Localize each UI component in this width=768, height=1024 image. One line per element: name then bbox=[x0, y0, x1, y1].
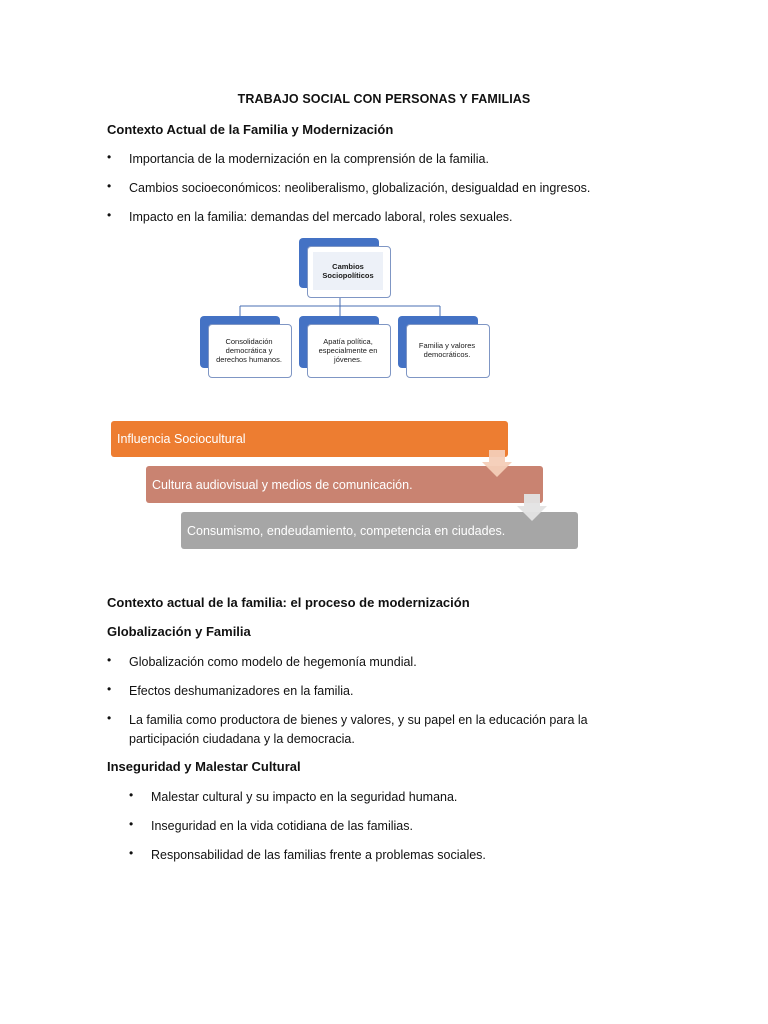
bullet-glyph: • bbox=[107, 711, 112, 725]
document-title: TRABAJO SOCIAL CON PERSONAS Y FAMILIAS bbox=[237, 92, 531, 106]
org-chart bbox=[195, 236, 495, 381]
process-step-2: Cultura audiovisual y medios de comunicación. bbox=[146, 466, 543, 503]
bullet-text: Cambios socioeconómicos: neoliberalismo, globalización, desigualdad en ingresos. bbox=[129, 181, 591, 195]
process-step-3: Consumismo, endeudamiento, competencia en ciudades. bbox=[181, 512, 578, 549]
section2-heading: Contexto actual de la familia: el proceso de modernización bbox=[107, 595, 470, 610]
bullet-text: Impacto en la familia: demandas del mercado laboral, roles sexuales. bbox=[129, 210, 513, 224]
down-arrow-icon bbox=[517, 494, 547, 522]
bullet-text: Globalización como modelo de hegemonía mundial. bbox=[129, 655, 417, 669]
bullet-text: Malestar cultural y su impacto en la seguridad humana. bbox=[151, 790, 458, 804]
bullet-glyph: • bbox=[107, 179, 112, 193]
bullet-glyph: • bbox=[129, 817, 134, 831]
section2-subheading: Globalización y Familia bbox=[107, 624, 251, 639]
org-child3-label: Familia y valores democráticos. bbox=[418, 341, 476, 359]
section1-heading: Contexto Actual de la Familia y Modernización bbox=[107, 122, 394, 137]
bullet-text: La familia como productora de bienes y valores, y su papel en la educación para la participación ciudadana y la democracia. bbox=[129, 713, 588, 746]
bullet-glyph: • bbox=[107, 653, 112, 667]
bullet-text: Importancia de la modernización en la comprensión de la familia. bbox=[129, 152, 489, 166]
bullet-glyph: • bbox=[107, 208, 112, 222]
down-arrow-icon bbox=[482, 450, 512, 478]
org-child1-label: Consolidación democrática y derechos humanos. bbox=[216, 336, 282, 364]
section3-heading: Inseguridad y Malestar Cultural bbox=[107, 759, 301, 774]
bullet-glyph: • bbox=[129, 788, 134, 802]
bullet-glyph: • bbox=[107, 150, 112, 164]
bullet-glyph: • bbox=[107, 682, 112, 696]
bullet-text: Responsabilidad de las familias frente a problemas sociales. bbox=[151, 848, 486, 862]
process-step-1: Influencia Sociocultural bbox=[111, 421, 508, 457]
org-root-label: Cambios Sociopolíticos bbox=[322, 262, 374, 280]
org-child2-label: Apatía política, especialmente en jóvenes. bbox=[318, 336, 378, 364]
bullet-glyph: • bbox=[129, 846, 134, 860]
bullet-text: Inseguridad en la vida cotidiana de las familias. bbox=[151, 819, 413, 833]
bullet-text: Efectos deshumanizadores en la familia. bbox=[129, 684, 354, 698]
